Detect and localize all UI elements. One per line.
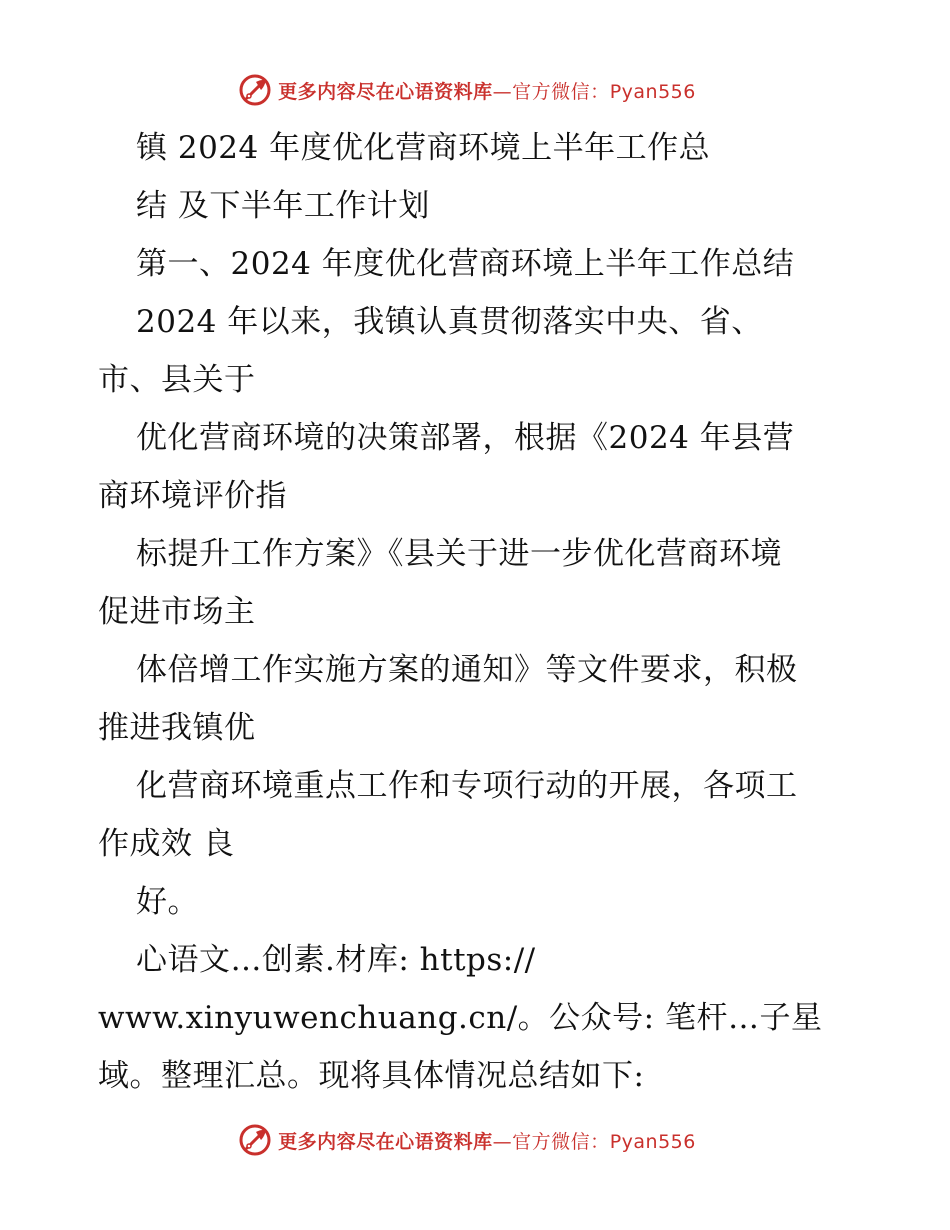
banner-wechat-handle: Pyan556	[609, 1130, 696, 1153]
paragraph-line: 推进我镇优	[98, 710, 256, 746]
paragraph-line: 促进市场主	[98, 594, 256, 630]
paragraph-line: 市、县关于	[98, 362, 256, 398]
paragraph-line: 域。整理汇总。现将具体情况总结如下:	[98, 1058, 645, 1094]
banner-content	[238, 1123, 696, 1157]
footer-banner	[0, 1122, 950, 1158]
banner-content	[238, 73, 696, 107]
paragraph-line: www.xinyuwenchuang.cn/。公众号: 笔杆…子星	[98, 1000, 823, 1036]
paragraph-line: 标提升工作方案》《县关于进一步优化营商环境	[136, 536, 782, 572]
banner-main-text: 更多内容尽在心语资料库	[278, 1130, 493, 1153]
paragraph-line: 心语文…创素.材库: https://	[136, 942, 536, 978]
banner-wechat-label: 官方微信：	[512, 1130, 610, 1153]
title-line-2: 结 及下半年工作计划	[136, 188, 430, 224]
quill-pen-logo-icon	[238, 73, 272, 107]
section-heading: 第一、2024 年度优化营商环境上半年工作总结	[136, 246, 795, 282]
banner-text	[278, 77, 696, 104]
paragraph-line: 优化营商环境的决策部署，根据《2024 年县营	[136, 420, 795, 456]
banner-text	[278, 1127, 696, 1154]
banner-dash: —	[492, 1130, 513, 1153]
paragraph-line: 好。	[136, 884, 199, 920]
header-banner	[0, 72, 950, 108]
paragraph-line: 化营商环境重点工作和专项行动的开展，各项工	[136, 768, 798, 804]
paragraph-line: 商环境评价指	[98, 478, 287, 514]
banner-main-text: 更多内容尽在心语资料库	[278, 80, 493, 103]
paragraph-line: 2024 年以来，我镇认真贯彻落实中央、省、	[136, 304, 763, 340]
banner-dash: —	[492, 80, 513, 103]
paragraph-line: 体倍增工作实施方案的通知》等文件要求，积极	[136, 652, 798, 688]
paragraph-line: 作成效 良	[98, 826, 235, 862]
title-line-1: 镇 2024 年度优化营商环境上半年工作总	[136, 130, 711, 166]
banner-wechat-handle: Pyan556	[609, 80, 696, 103]
banner-wechat-label: 官方微信：	[512, 80, 610, 103]
quill-pen-logo-icon	[238, 1123, 272, 1157]
